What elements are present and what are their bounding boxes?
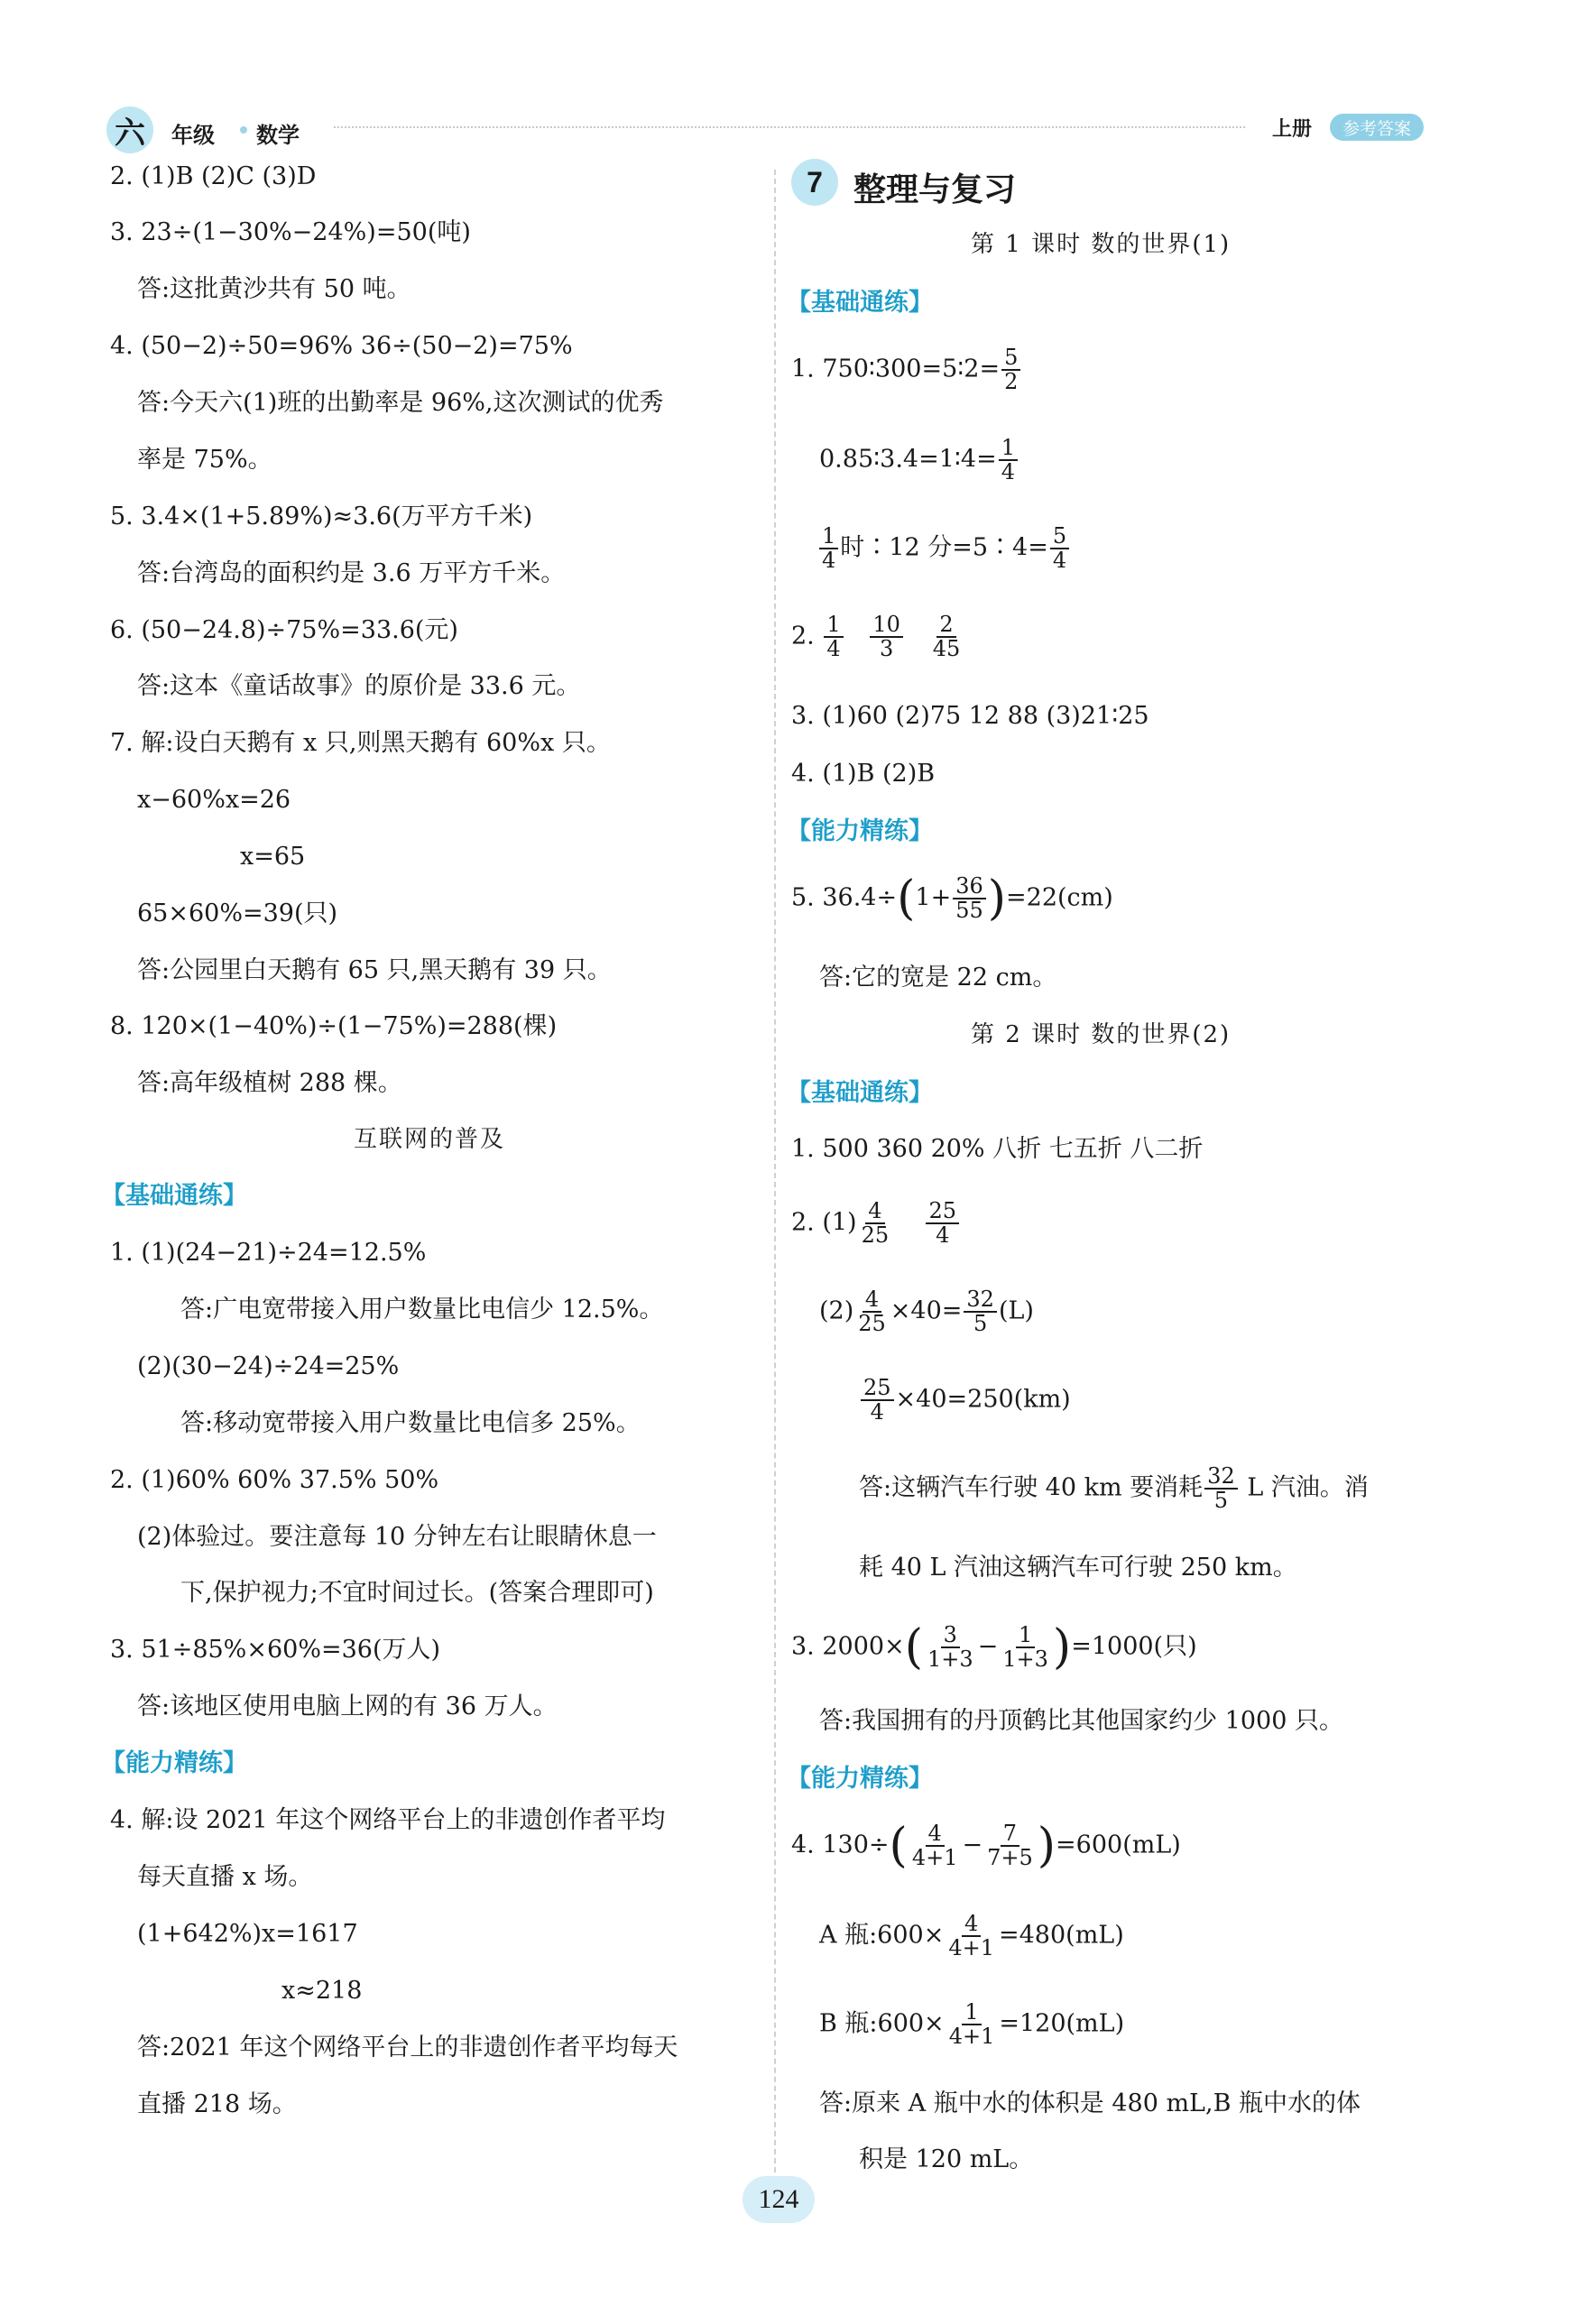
fraction: $\frac{4}{4+1}$ — [911, 1821, 958, 1871]
answer-line: 答:这批黄沙共有 50 吨。 — [137, 275, 411, 303]
answer-line: 5. 3.4×(1+5.89%)≈3.6(万平方千米) — [110, 503, 533, 530]
answer-line: 率是 75%。 — [137, 446, 272, 474]
fraction: $\frac{4}{4+1}$ — [948, 1911, 994, 1961]
equation-line: 3. 2000×( $\frac{3}{1+3}$ − $\frac{1}{1+3}$ )=1000(只) — [791, 1620, 1197, 1675]
answer-line: 答:公园里白天鹅有 65 只,黑天鹅有 39 只。 — [137, 956, 612, 984]
ratio-line — [817, 525, 1071, 572]
answer-line: 答:它的宽是 22 cm。 — [819, 964, 1057, 992]
fraction: $\frac{1}{4+1}$ — [948, 1999, 995, 2050]
equation-line: $\frac{25}{4}$ ×40=250(km) — [859, 1377, 1071, 1424]
answer-line: 4. 解:设 2021 年这个网络平台上的非遗创作者平均 — [110, 1806, 666, 1834]
answer-line: 4. (1)B (2)B — [791, 760, 936, 788]
answer-line: 耗 40 L 汽油这辆汽车可行驶 250 km。 — [859, 1554, 1297, 1582]
answer-line: 积是 120 mL。 — [859, 2145, 1034, 2173]
fraction: $\frac{36}{55}$ — [953, 875, 986, 922]
separator-dot-icon — [240, 126, 247, 134]
answer-line: 答:该地区使用电脑上网的有 36 万人。 — [137, 1693, 558, 1720]
grade-label: 年级 — [171, 122, 215, 148]
ratio-line — [791, 346, 1022, 393]
answer-line: 3. 51÷85%×60%=36(万人) — [110, 1636, 441, 1664]
fraction: $\frac{10}{3}$ — [870, 613, 903, 660]
answer-line: 每天直播 x 场。 — [137, 1863, 313, 1891]
fraction: $\frac{1}{4}$ — [999, 437, 1018, 484]
equation-line: 65×60%=39(只) — [137, 899, 338, 927]
fraction: $\frac{5}{2}$ — [1001, 346, 1020, 393]
ratio-text: 时∶12 分=5∶4= — [840, 533, 1048, 562]
column-divider — [774, 170, 776, 2181]
answer-line: 答:高年级植树 288 棵。 — [137, 1069, 402, 1097]
fraction: $\frac{4}{25}$ — [858, 1287, 886, 1337]
section-tag: 【基础通练】 — [101, 1182, 247, 1210]
answer-line: 答:今天六(1)班的出勤率是 96%,这次测试的优秀 — [137, 389, 664, 417]
fraction: $\frac{32}{5}$ — [964, 1288, 997, 1335]
answer-line: 答:原来 A 瓶中水的体积是 480 mL,B 瓶中水的体 — [819, 2089, 1361, 2117]
answer-line: 答:这辆汽车行驶 40 km 要消耗 $\frac{32}{5}$ L 汽油。消 — [859, 1463, 1369, 1514]
equation-line: (2) $\frac{4}{25}$ ×40= $\frac{32}{5}$ (L) — [819, 1287, 1034, 1337]
fraction: $\frac{32}{5}$ — [1204, 1465, 1238, 1512]
equation-line: 5. 36.4÷(1+ $\frac{36}{55}$ )=22(cm) — [791, 872, 1113, 927]
section-tag: 【能力精练】 — [101, 1749, 247, 1777]
page-number: 124 — [743, 2176, 815, 2223]
section-number-badge: 7 — [791, 159, 838, 206]
ratio-text: 0.85∶3.4=1∶4= — [819, 445, 997, 474]
answer-line: 2. (1)B (2)C (3)D — [110, 162, 317, 190]
answer-line: 6. (50−24.8)÷75%=33.6(元) — [110, 616, 458, 644]
fraction: $\frac{7}{7+5}$ — [987, 1821, 1033, 1871]
answer-badge: 参考答案 — [1330, 114, 1424, 141]
fraction: $\frac{1}{4}$ — [824, 613, 843, 660]
ratio-text: 1. 750∶300=5∶2= — [791, 355, 1001, 383]
answer-line: 答:台湾岛的面积约是 3.6 万平方千米。 — [137, 559, 566, 587]
fraction-list-line: 2. (1) $\frac{4}{25}$ $\frac{25}{4}$ — [791, 1200, 961, 1247]
section-title: 整理与复习 — [853, 171, 1017, 208]
fraction: $\frac{25}{4}$ — [926, 1200, 959, 1247]
answer-line: 8. 120×(1−40%)÷(1−75%)=288(棵) — [110, 1012, 558, 1040]
fraction: $\frac{5}{4}$ — [1050, 525, 1069, 572]
answer-line: (2)(30−24)÷24=25% — [137, 1352, 400, 1380]
equation-line: B 瓶:600× $\frac{1}{4+1}$ =120(mL) — [819, 1999, 1125, 2050]
equation-line: x≈218 — [281, 1977, 363, 2005]
fraction: $\frac{4}{25}$ — [861, 1198, 890, 1249]
lesson-title: 第 2 课时 数的世界(2) — [971, 1021, 1232, 1048]
answer-line: 直播 218 场。 — [137, 2090, 297, 2118]
fraction: $\frac{25}{4}$ — [861, 1377, 894, 1424]
section-tag: 【能力精练】 — [787, 817, 933, 845]
volume-label: 上册 — [1272, 117, 1313, 141]
section-tag: 【能力精练】 — [787, 1765, 933, 1793]
section-tag: 【基础通练】 — [787, 289, 933, 317]
answer-line: 1. (1)(24−21)÷24=12.5% — [110, 1239, 427, 1267]
equation-line: x=65 — [240, 843, 306, 871]
subsection-title: 互联网的普及 — [354, 1126, 506, 1153]
answer-line: 答:这本《童话故事》的原价是 33.6 元。 — [137, 672, 581, 700]
equation-line: 4. 130÷( $\frac{4}{4+1}$ − $\frac{7}{7+5}$ )=600(mL) — [791, 1819, 1181, 1874]
equation-line: (1+642%)x=1617 — [137, 1920, 358, 1948]
subject-label: 数学 — [256, 122, 300, 148]
answer-line: 答:2021 年这个网络平台上的非遗创作者平均每天 — [137, 2034, 678, 2062]
answer-line: 3. (1)60 (2)75 12 88 (3)21∶25 — [791, 702, 1149, 730]
equation-line: x−60%x=26 — [137, 786, 291, 814]
answer-line: 答:移动宽带接入用户数量比电信多 25%。 — [180, 1409, 641, 1437]
answer-line: 答:广电宽带接入用户数量比电信少 12.5%。 — [180, 1296, 664, 1324]
fraction: $\frac{1}{1+3}$ — [1002, 1622, 1048, 1673]
fraction: $\frac{1}{4}$ — [819, 525, 838, 572]
header-divider — [334, 126, 1245, 128]
answer-line: 7. 解:设白天鹅有 x 只,则黑天鹅有 60%x 只。 — [110, 729, 611, 757]
fraction: $\frac{2}{45}$ — [932, 612, 961, 662]
lesson-title: 第 1 课时 数的世界(1) — [971, 231, 1232, 258]
answer-line: 2. (1)60% 60% 37.5% 50% — [110, 1466, 439, 1494]
answer-line: 1. 500 360 20% 八折 七五折 八二折 — [791, 1135, 1204, 1163]
fraction-list-line: 2. $\frac{1}{4}$ $\frac{10}{3}$ $\frac{2}{45}$ — [791, 613, 964, 660]
section-tag: 【基础通练】 — [787, 1079, 933, 1107]
grade-badge: 六 — [106, 106, 153, 153]
answer-line: 答:我国拥有的丹顶鹤比其他国家约少 1000 只。 — [819, 1707, 1343, 1735]
equation-line: A 瓶:600× $\frac{4}{4+1}$ =480(mL) — [819, 1911, 1124, 1961]
answer-line: (2)体验过。要注意每 10 分钟左右让眼睛休息一 — [137, 1523, 657, 1551]
fraction: $\frac{3}{1+3}$ — [927, 1622, 973, 1673]
answer-line: 3. 23÷(1−30%−24%)=50(吨) — [110, 218, 471, 246]
answer-line: 4. (50−2)÷50=96% 36÷(50−2)=75% — [110, 332, 573, 360]
answer-line: 下,保护视力;不宜时间过长。(答案合理即可) — [180, 1579, 654, 1607]
ratio-line — [819, 437, 1019, 484]
